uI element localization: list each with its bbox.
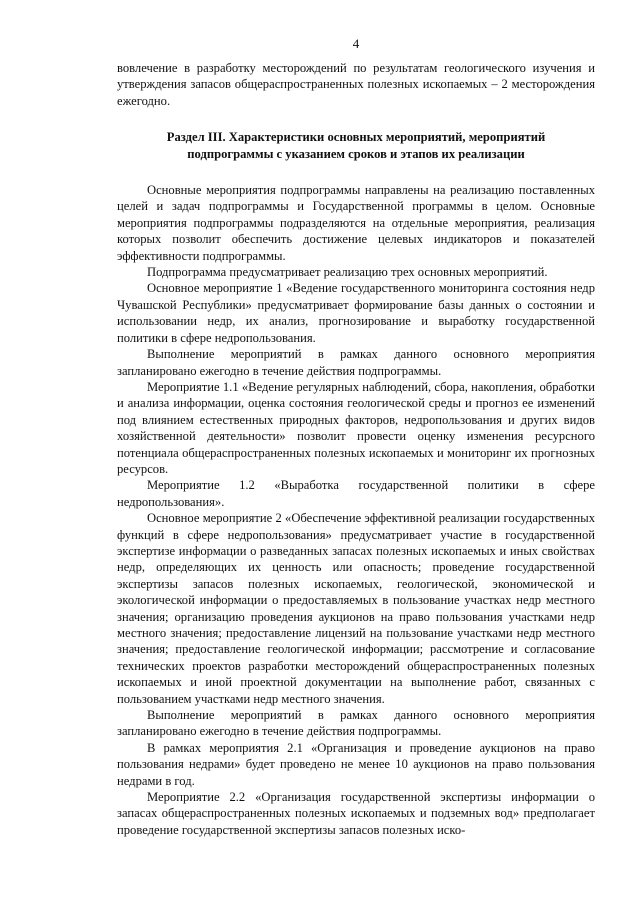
paragraph: Выполнение мероприятий в рамках данного основного мероприятия запланировано ежегодно в течение действия подпрограммы. bbox=[117, 708, 595, 739]
section-heading bbox=[117, 129, 595, 162]
section-heading-line-1: Раздел III. Характеристики основных мероприятий, мероприятий bbox=[166, 130, 546, 145]
paragraph: Основные мероприятия подпрограммы направлены на реализацию поставленных целей и задач подпрограммы и Государственной программы в целом. Основные мероприятия подпрограммы подразделяются на отдельные мероприятия, реализация которых позволит обеспечить достижение целевых индикаторов и показателей эффективности подпрограммы. bbox=[117, 183, 595, 263]
paragraph: Подпрограмма предусматривает реализацию трех основных мероприятий. bbox=[147, 265, 548, 280]
paragraph: В рамках мероприятия 2.1 «Организация и проведение аукционов на право пользования недрами» будет проведено не менее 10 аукционов на право пользования недрами в год. bbox=[117, 740, 595, 788]
paragraph: Мероприятие 1.2 «Выработка государственной политики в сфере недропользования». bbox=[117, 478, 595, 509]
paragraph: Основное мероприятие 1 «Ведение государственного мониторинга состояния недр Чувашской Республики» предусматривает формирование базы данных о состоянии и использовании недр, их анализ, прогнозирование и выработку государственной политики в сфере недропользования. bbox=[117, 281, 595, 345]
paragraph: Выполнение мероприятий в рамках данного основного мероприятия запланировано ежегодно в течение действия подпрограммы. bbox=[117, 347, 595, 378]
section-heading-line-2: подпрограммы с указанием сроков и этапов их реализации bbox=[187, 146, 525, 161]
page-number: 4 bbox=[352, 36, 360, 51]
paragraph: Мероприятие 2.2 «Организация государственной экспертизы информации о запасах общераспространенных полезных ископаемых и подземных вод» предполагает проведение государственной экспертизы запасов полезных иско- bbox=[117, 790, 595, 837]
intro-paragraph: вовлечение в разработку месторождений по результатам геологического изучения и утверждения запасов общераспространенных полезных ископаемых – 2 месторождения ежегодно. bbox=[117, 61, 595, 108]
paragraph: Основное мероприятие 2 «Обеспечение эффективной реализации государственных функций в сфере недропользования» предусматривает участие в государственной экспертизе информации о разведанных запасах полезных ископаемых и иных свойствах недр, определяющих их ценность или опасность; проведение государственной экспертизы запасов полезных ископаемых, геологической, экономической и экологической информации о предоставляемых в пользование участках недр местного значения; организацию проведения аукционов на право пользования участками недр местного значения; предоставление лицензий на пользование участками недр местного значения; предоставление геологической информации; рассмотрение и согласование технических проектов разработки месторождений общераспространенных полезных ископаемых и иной проектной документации на выполнение работ, связанных с пользованием участками недр местного значения. bbox=[117, 511, 595, 706]
document-page bbox=[117, 36, 595, 838]
paragraph: Мероприятие 1.1 «Ведение регулярных наблюдений, сбора, накопления, обработки и анализа информации, оценка состояния геологической среды и прогноз ее изменений под влиянием естественных природных факторов, недропользования и других видов хозяйственной деятельности» позволит провести оценку изменения ресурсного потенциала общераспространенных полезных ископаемых и мониторинг их прогнозных ресурсов. bbox=[117, 379, 595, 476]
